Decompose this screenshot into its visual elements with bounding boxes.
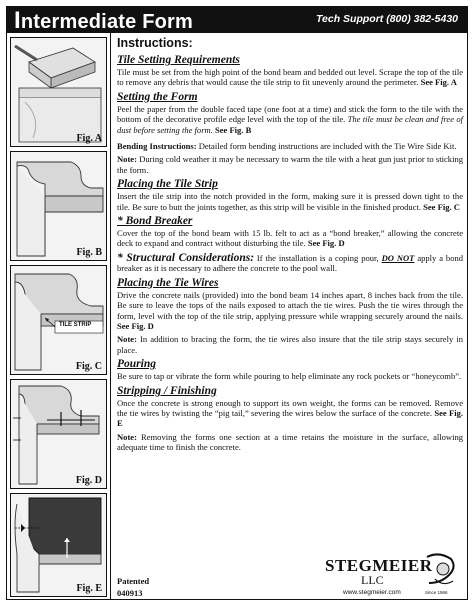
page-title-initial: I (14, 7, 21, 34)
cold-weather-note-label: Note: (117, 154, 137, 165)
tech-support-phone: Tech Support (800) 382-5430 (316, 13, 458, 25)
placing-strip-heading: Placing the Tile Strip (117, 178, 218, 191)
bending-instructions-body: Detailed form bending instructions are included with the Tie Wire Side Kit. (196, 141, 457, 152)
document-frame (6, 32, 468, 600)
logo-llc: LLC (361, 573, 384, 587)
removing-note-body: Removing the forms one section at a time retains the moisture in the surface, allowing adequate time to finish the concrete. (117, 431, 463, 453)
tie-wires-heading: Placing the Tie Wires (117, 276, 219, 289)
structural-body-end: apply a bond breaker as it is necessary to adhere the concrete to the pool wall. (117, 252, 464, 274)
pouring-text: Be sure to tap or vibrate the form while pouring to help eliminate any rock pockets or “honeycomb”. (117, 371, 462, 382)
setting-form-text (117, 104, 463, 135)
figure-e (10, 493, 107, 597)
setting-form-heading: Setting the Form (117, 90, 198, 103)
cold-weather-note-body: During cold weather it may be necessary to warm the tile with a heat gun just prior to sticking the form. (117, 154, 463, 175)
logo-since: Since 1966 (425, 590, 448, 595)
setting-form-body: Peel the paper from the double faced tape (one foot at a time) and stick the form to the tile with the bottom of the decorative profile edge level with the top of the tile. (117, 103, 463, 125)
bracing-note-body: In addition to bracing the form, the tie wires also insure that the tile strip stays securely in place. (117, 334, 463, 355)
placing-strip-text (117, 191, 463, 212)
figure-d (10, 379, 107, 489)
setting-form-warning: The tile must be clean and free of dust before setting the form. (117, 114, 463, 135)
page-title (14, 7, 193, 35)
logo-website: www.stegmeier.com (343, 589, 401, 596)
removing-note (117, 432, 463, 453)
bond-breaker-heading: * Bond Breaker (117, 215, 193, 228)
page-title-rest: ntermediate Form (20, 11, 194, 33)
figure-sidebar (7, 33, 111, 599)
bond-breaker-text (117, 228, 463, 249)
bond-breaker-body: Cover the top of the bond beam with 15 lb. felt to act as a “bond breaker,” allowing the concrete deck to expand and contract without disturbing the tile. (117, 228, 463, 249)
figure-d-illustration (11, 380, 107, 489)
figure-c-illustration (11, 266, 107, 375)
tile-setting-heading: Tile Setting Requirements (117, 54, 240, 66)
setting-form-figure-ref: See Fig. B (212, 124, 252, 135)
bracing-note-label: Note: (117, 334, 137, 345)
patent-block (117, 575, 149, 599)
figure-a (10, 37, 107, 147)
figure-e-illustration (11, 494, 107, 597)
stripping-figure-ref: See Fig. E (117, 407, 463, 429)
bond-breaker-figure-ref: See Fig. D (307, 238, 345, 249)
tile-strip-callout: TILE STRIP (59, 322, 92, 328)
instructions-heading: Instructions: (117, 36, 193, 50)
figure-d-label: Fig. D (75, 475, 102, 486)
tile-setting-text (117, 67, 463, 88)
tie-wires-body: Drive the concrete nails (provided) into the bond beam 14 inches apart, 8 inches back from the tile. Be sure to leave the tops of the nails exposed to attach the tie wires. Push the tie wires through the form, level with the top of the tile strip, applying pressure while wrapping securely around the nails. (117, 289, 463, 321)
figure-b-label: Fig. B (76, 247, 102, 258)
structural-body-start: If the installation is a coping pour, (254, 252, 382, 263)
stripping-body: Once the concrete is strong enough to support its own weight, the forms can be removed. Remove the tie wires by twisting the “pig tail,” severing the wires below the surface of the concrete. (117, 397, 463, 418)
figure-b-illustration (11, 152, 107, 261)
tie-wires-figure-ref: See Fig. D (117, 320, 154, 331)
bending-instructions (117, 141, 463, 151)
figure-a-label: Fig. A (76, 133, 102, 144)
tile-setting-figure-ref: See Fig. A (420, 77, 457, 88)
figure-c (10, 265, 107, 375)
page-header (6, 6, 468, 32)
cold-weather-note (117, 154, 463, 175)
patented-label: Patented (117, 576, 150, 586)
document-code: 040913 (117, 588, 143, 598)
pouring-heading: Pouring (117, 358, 156, 371)
bending-instructions-label: Bending Instructions: (117, 141, 197, 152)
figure-a-illustration (11, 38, 107, 147)
structural-do-not: DO NOT (381, 252, 415, 263)
instructions-content (117, 35, 463, 456)
removing-note-label: Note: (117, 431, 137, 442)
structural-heading: * Structural Considerations: (117, 251, 255, 264)
stripping-heading: Stripping / Finishing (117, 384, 217, 397)
stripping-text (117, 398, 463, 429)
figure-b (10, 151, 107, 261)
structural-considerations (117, 253, 463, 274)
bracing-note (117, 334, 463, 355)
placing-strip-body: Insert the tile strip into the notch provided in the form, making sure it is pressed down tight to the tile. Be sure to butt the joints together, as this strip will be visible in the finished product. (117, 191, 463, 212)
tile-setting-body: Tile must be set from the high point of the bond beam and bedded out level. Scrape the top of the tile to remove any debris that would cause the tile strip to fit unevenly around the perimeter. (117, 67, 463, 88)
placing-strip-figure-ref: See Fig. C (423, 201, 460, 212)
tie-wires-text (117, 290, 463, 332)
logo-name: STEGMEIER (325, 556, 433, 575)
stegmeier-logo (323, 553, 463, 598)
figure-c-label: Fig. C (75, 361, 102, 372)
figure-e-label: Fig. E (76, 583, 102, 594)
